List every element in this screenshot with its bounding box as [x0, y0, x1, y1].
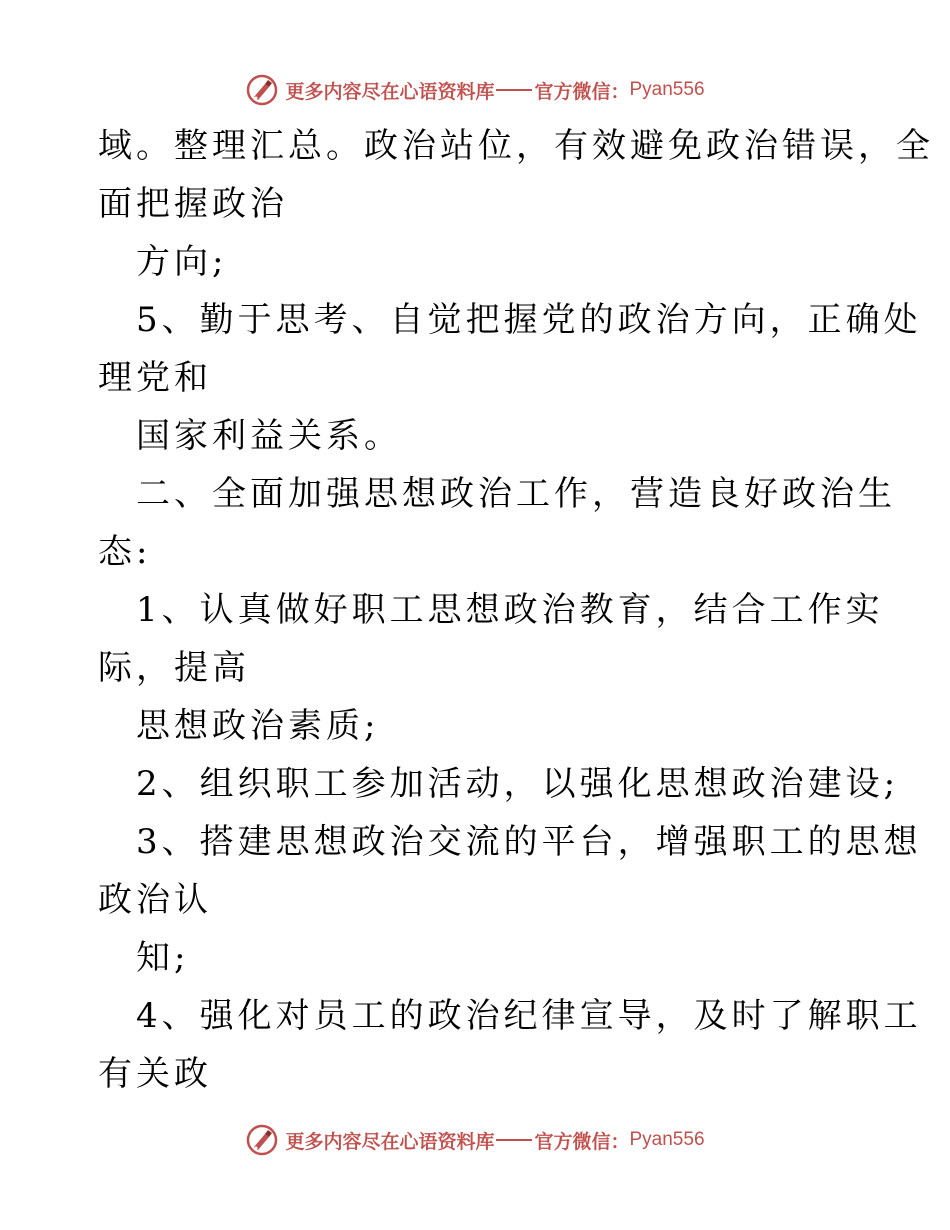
document-body — [98, 117, 934, 1103]
body-line: 1、认真做好职工思想政治教育，结合工作实 — [136, 590, 884, 630]
body-line: 5、勤于思考、自觉把握党的政治方向，正确处 — [136, 300, 922, 340]
body-line: 2、组织职工参加活动，以强化思想政治建设; — [136, 764, 900, 804]
banner-slogan: 更多内容尽在心语资料库 — [285, 80, 495, 103]
banner-divider — [496, 1139, 532, 1141]
pen-logo-icon — [245, 73, 279, 107]
banner-official-label: 官方微信： — [534, 80, 630, 103]
body-line: 3、搭建思想政治交流的平台，增强职工的思想 — [136, 822, 922, 862]
body-line: 国家利益关系。 — [136, 416, 402, 456]
banner-wechat-id: Pyan556 — [629, 79, 705, 100]
body-line: 政治认 — [98, 880, 212, 920]
body-line: 面把握政治 — [98, 184, 288, 224]
body-line: 方向; — [136, 242, 228, 282]
pen-logo-icon — [245, 1123, 279, 1157]
body-line: 有关政 — [98, 1054, 212, 1094]
banner-official-label: 官方微信： — [534, 1130, 630, 1153]
body-line: 域。整理汇总。政治站位，有效避免政治错误，全 — [98, 126, 934, 166]
footer-banner — [0, 1120, 950, 1160]
banner-slogan: 更多内容尽在心语资料库 — [285, 1130, 495, 1153]
section-heading: 二、全面加强思想政治工作，营造良好政治生 — [136, 474, 896, 514]
banner-wechat-id: Pyan556 — [629, 1129, 705, 1150]
body-line: 思想政治素质; — [136, 706, 380, 746]
body-line: 态: — [98, 532, 152, 572]
body-line: 际，提高 — [98, 648, 250, 688]
banner-divider — [496, 89, 532, 91]
body-line: 4、强化对员工的政治纪律宣导，及时了解职工 — [136, 996, 922, 1036]
body-line: 理党和 — [98, 358, 212, 398]
header-banner — [0, 70, 950, 110]
body-line: 知; — [136, 938, 190, 978]
